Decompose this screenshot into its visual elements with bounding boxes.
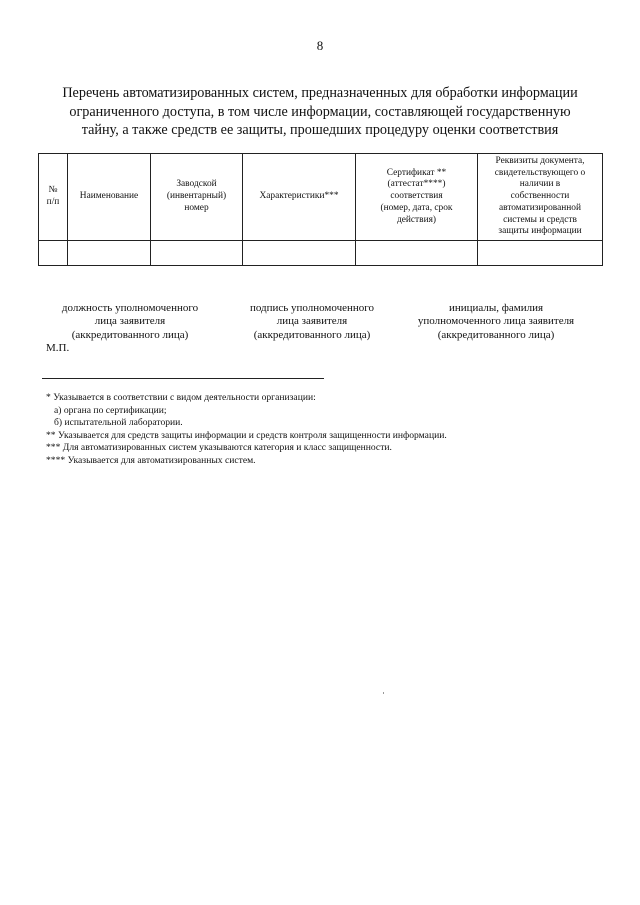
- footnote: а) органа по сертификации;: [54, 404, 167, 416]
- signature-name-label: инициалы, фамилия уполномоченного лица заявителя (аккредитованного лица): [417, 302, 575, 341]
- table-cell[interactable]: [356, 241, 478, 266]
- footnote: * Указывается в соответствии с видом деятельности организации:: [46, 392, 316, 403]
- table-cell[interactable]: [68, 241, 151, 266]
- signature-position-label: должность уполномоченного лица заявителя (аккредитованного лица): [61, 302, 199, 341]
- header-certificate: Сертификат ** (аттестат****) соответствия (номер, дата, срок действия): [356, 154, 478, 241]
- table-cell[interactable]: [151, 241, 243, 266]
- table-header-row: [39, 154, 603, 241]
- table-row: [39, 241, 603, 266]
- table-cell[interactable]: [243, 241, 356, 266]
- title-line: тайну, а также средств ее защиты, прошедших процедуру оценки соответствия: [81, 122, 559, 138]
- title-line: ограниченного доступа, в том числе информации, составляющей государственную: [69, 103, 571, 120]
- header-characteristics: Характеристики***: [243, 154, 356, 241]
- document-title: [40, 84, 600, 140]
- stamp-label: М.П.: [46, 342, 70, 354]
- scan-speck: [383, 692, 384, 694]
- header-ownership-document: Реквизиты документа, свидетельствующего о наличии в собственности автоматизированной системы и средств защиты информации: [478, 154, 603, 241]
- footnote: **** Указывается для автоматизированных систем.: [46, 454, 256, 466]
- footnote: *** Для автоматизированных систем указываются категория и класс защищенности.: [46, 442, 392, 454]
- table-cell[interactable]: [39, 241, 68, 266]
- header-serial-number: Заводской (инвентарный) номер: [151, 154, 243, 241]
- footnote-divider: [42, 378, 324, 379]
- footnote: ** Указывается для средств защиты информации и средств контроля защищенности информации.: [46, 429, 447, 441]
- header-number: № п/п: [39, 154, 68, 241]
- title-line: Перечень автоматизированных систем, предназначенных для обработки информации: [62, 85, 578, 101]
- signature-sign-label: подпись уполномоченного лица заявителя (аккредитованного лица): [249, 302, 375, 341]
- page-number: 8: [316, 38, 324, 53]
- footnotes: [46, 392, 606, 468]
- header-name: Наименование: [68, 154, 151, 241]
- table-cell[interactable]: [478, 241, 603, 266]
- systems-table: [38, 153, 603, 266]
- footnote: б) испытательной лаборатории.: [54, 417, 183, 429]
